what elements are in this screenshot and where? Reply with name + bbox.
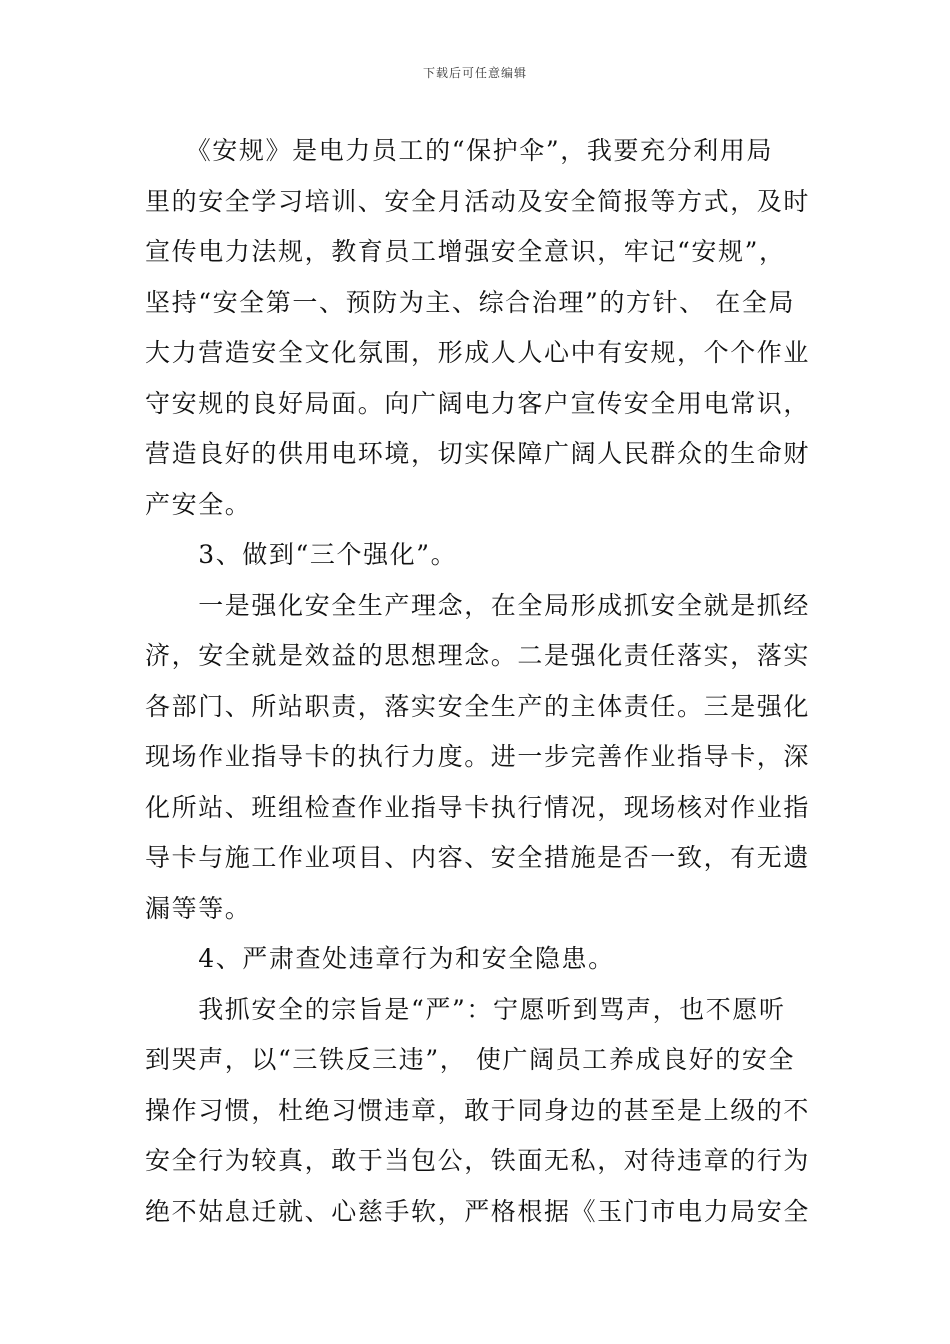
text-line: 营造良好的供用电环境，切实保障广阔人民群众的生命财	[145, 439, 811, 468]
text-line: 里的安全学习培训、安全月活动及安全简报等方式，及时	[145, 186, 811, 216]
text-line: 我抓安全的宗旨是“严”：宁愿听到骂声，也不愿听	[145, 994, 786, 1024]
text-line: 到哭声，以“三铁反三违”， 使广阔员工养成良好的安全	[145, 1045, 796, 1074]
text-line: 操作习惯，杜绝习惯违章，敢于同身边的甚至是上级的不	[145, 1095, 811, 1125]
page-header: 下载后可任意编辑	[422, 66, 527, 80]
text-line: 漏等等。	[145, 893, 252, 923]
text-line: 守安规的良好局面。向广阔电力客户宣传安全用电常识，	[145, 388, 811, 418]
section-heading	[145, 530, 810, 581]
text-line: 导卡与施工作业项目、内容、安全措施是否一致，有无遗	[145, 843, 811, 872]
text-line: 4、严肃查处违章行为和安全隐患。	[145, 944, 615, 973]
document-body	[145, 126, 810, 1237]
text-line: 坚持“安全第一、预防为主、综合治理”的方针、 在全局	[145, 287, 796, 317]
section-heading	[145, 934, 810, 985]
text-line: 大力营造安全文化氛围，形成人人心中有安规，个个作业	[145, 338, 811, 367]
text-line: 一是强化安全生产理念，在全局形成抓安全就是抓经	[145, 590, 811, 620]
text-line: 3、做到“三个强化”。	[145, 540, 458, 569]
text-line: 产安全。	[145, 489, 252, 519]
text-line: 《安规》是电力员工的“保护伞”，我要充分利用局	[145, 136, 774, 165]
paragraph	[145, 581, 810, 935]
text-line: 安全行为较真，敢于当包公，铁面无私，对待违章的行为	[145, 1146, 811, 1175]
text-line: 现场作业指导卡的执行力度。进一步完善作业指导卡，深	[145, 742, 811, 771]
text-line: 济，安全就是效益的思想理念。二是强化责任落实，落实	[145, 641, 811, 670]
text-line: 绝不姑息迁就、心慈手软，严格根据《玉门市电力局安全	[145, 1196, 811, 1226]
paragraph	[145, 985, 810, 1238]
text-line: 各部门、所站职责，落实安全生产的主体责任。三是强化	[145, 691, 811, 721]
text-line: 宣传电力法规，教育员工增强安全意识，牢记“安规”，	[145, 237, 786, 266]
text-line: 化所站、班组检查作业指导卡执行情况，现场核对作业指	[145, 792, 811, 822]
paragraph	[145, 126, 810, 530]
